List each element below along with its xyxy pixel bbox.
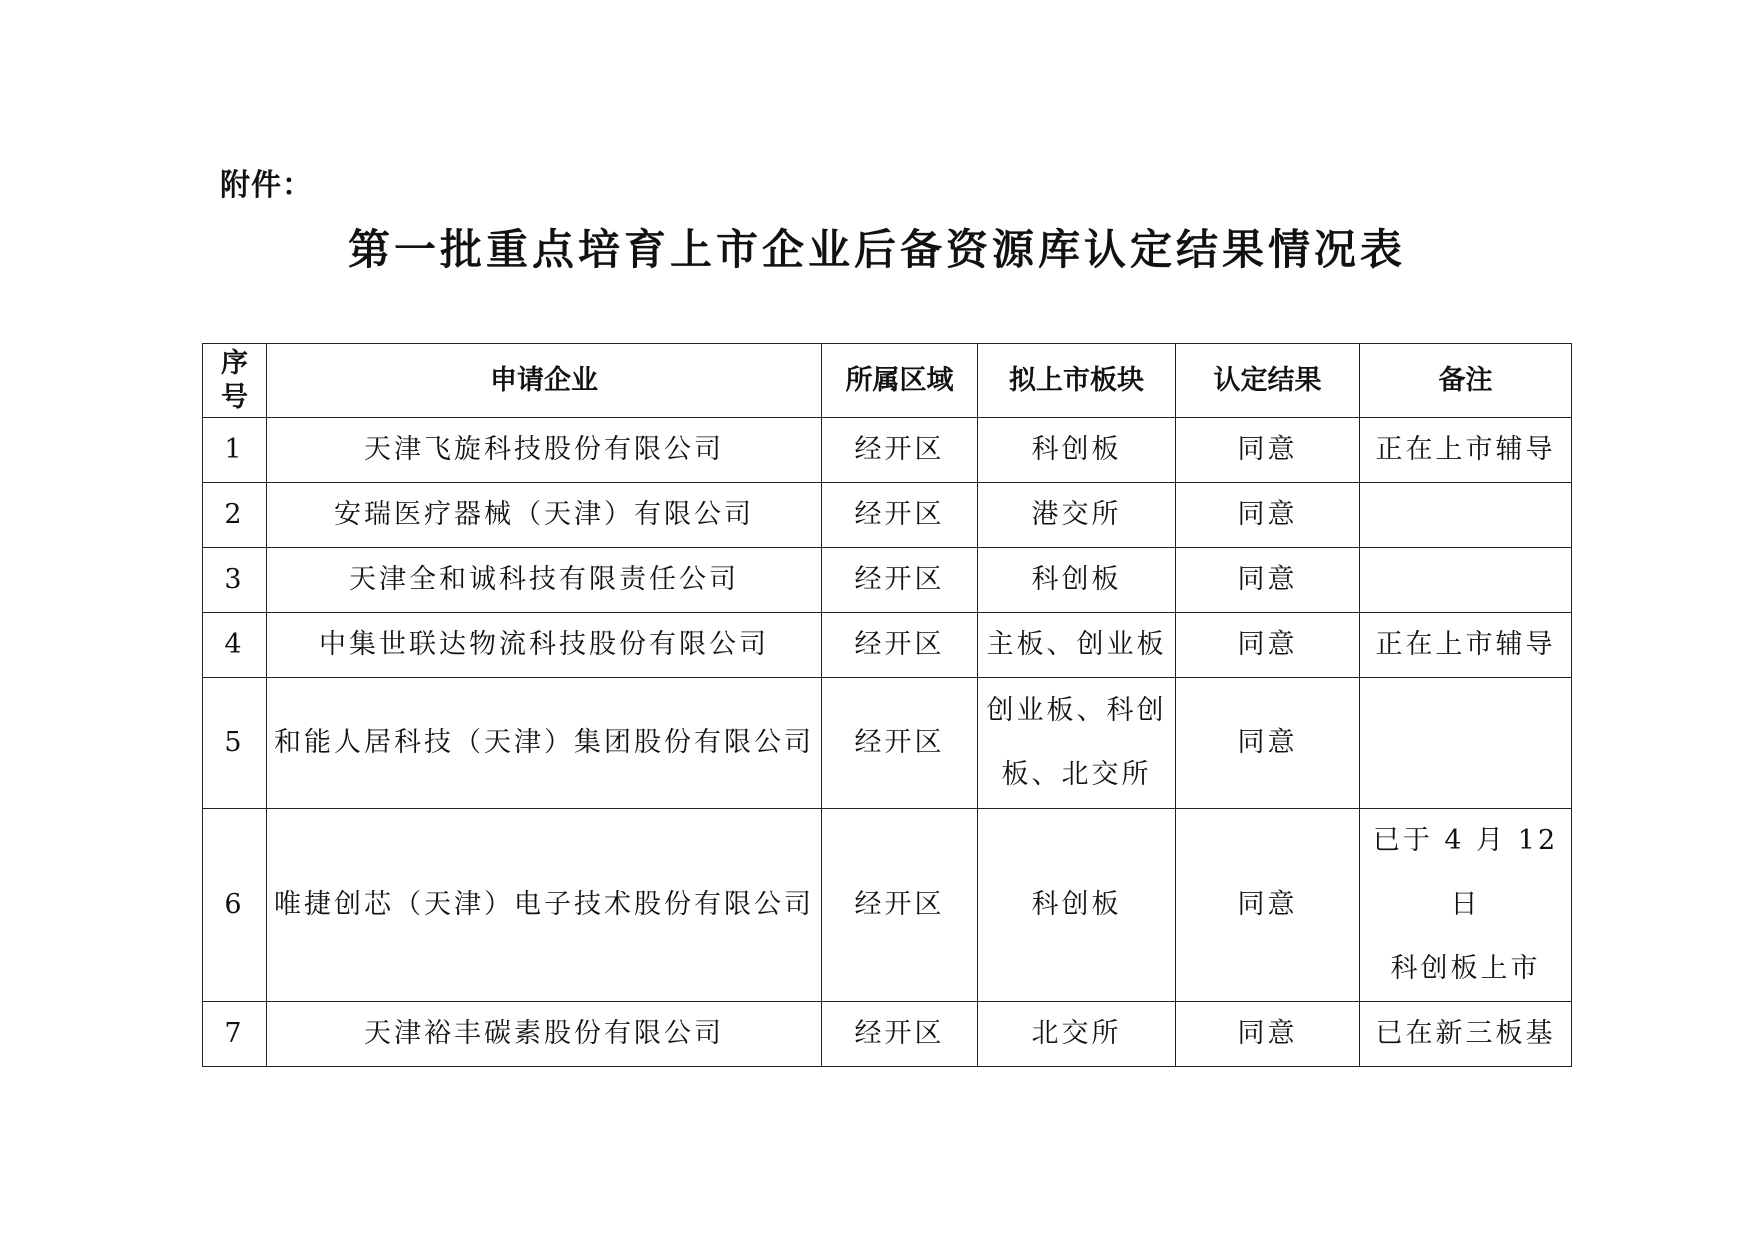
- header-seq-line1: 序: [221, 347, 248, 379]
- cell-result: 同意: [1176, 418, 1360, 483]
- cell-area: 经开区: [822, 678, 978, 809]
- cell-company: 中集世联达物流科技股份有限公司: [267, 613, 822, 678]
- cell-seq: 2: [203, 483, 267, 548]
- cell-remark-line2: 科创板上市: [1390, 953, 1541, 984]
- cell-result: 同意: [1176, 613, 1360, 678]
- cell-area: 经开区: [822, 613, 978, 678]
- cell-seq: 1: [203, 418, 267, 483]
- cell-company: 天津飞旋科技股份有限公司: [267, 418, 822, 483]
- table-row: [203, 678, 1572, 809]
- cell-seq: 3: [203, 548, 267, 613]
- cell-board: 科创板: [978, 809, 1176, 1002]
- cell-seq: 6: [203, 809, 267, 1002]
- cell-seq: 5: [203, 678, 267, 809]
- cell-result: 同意: [1176, 809, 1360, 1002]
- cell-board: 主板、创业板: [978, 613, 1176, 678]
- table-row: [203, 809, 1572, 1002]
- header-result: 认定结果: [1176, 344, 1360, 418]
- cell-remark: 正在上市辅导: [1360, 418, 1572, 483]
- cell-company: 和能人居科技（天津）集团股份有限公司: [267, 678, 822, 809]
- cell-board: 科创板: [978, 548, 1176, 613]
- cell-area: 经开区: [822, 1002, 978, 1067]
- header-seq: [203, 344, 267, 418]
- cell-board: 港交所: [978, 483, 1176, 548]
- cell-remark-line1: 已于 4 月 12 日: [1372, 825, 1559, 920]
- header-area: 所属区域: [822, 344, 978, 418]
- cell-remark: 已在新三板基: [1360, 1002, 1572, 1067]
- cell-area: 经开区: [822, 809, 978, 1002]
- cell-company: 天津裕丰碳素股份有限公司: [267, 1002, 822, 1067]
- cell-board: 科创板: [978, 418, 1176, 483]
- result-table: [202, 343, 1572, 1067]
- cell-board-line2: 板、北交所: [1001, 759, 1152, 790]
- header-board: 拟上市板块: [978, 344, 1176, 418]
- cell-board: [978, 678, 1176, 809]
- cell-result: 同意: [1176, 678, 1360, 809]
- document-title: 第一批重点培育上市企业后备资源库认定结果情况表: [347, 225, 1406, 274]
- cell-company: 唯捷创芯（天津）电子技术股份有限公司: [267, 809, 822, 1002]
- cell-area: 经开区: [822, 418, 978, 483]
- cell-company: 安瑞医疗器械（天津）有限公司: [267, 483, 822, 548]
- cell-result: 同意: [1176, 1002, 1360, 1067]
- cell-remark: [1360, 678, 1572, 809]
- cell-area: 经开区: [822, 548, 978, 613]
- header-remark: 备注: [1360, 344, 1572, 418]
- cell-area: 经开区: [822, 483, 978, 548]
- table-row: [203, 1002, 1572, 1067]
- cell-result: 同意: [1176, 483, 1360, 548]
- cell-remark: [1360, 483, 1572, 548]
- cell-company: 天津全和诚科技有限责任公司: [267, 548, 822, 613]
- cell-result: 同意: [1176, 548, 1360, 613]
- table-row: [203, 483, 1572, 548]
- cell-seq: 4: [203, 613, 267, 678]
- cell-remark: 正在上市辅导: [1360, 613, 1572, 678]
- attachment-label: 附件：: [220, 168, 313, 203]
- header-company: 申请企业: [267, 344, 822, 418]
- table-row: [203, 613, 1572, 678]
- cell-remark: [1360, 809, 1572, 1002]
- table-header-row: [203, 344, 1572, 418]
- cell-remark: [1360, 548, 1572, 613]
- cell-board-line1: 创业板、科创: [986, 695, 1167, 726]
- cell-board: 北交所: [978, 1002, 1176, 1067]
- table-row: [203, 418, 1572, 483]
- table-row: [203, 548, 1572, 613]
- cell-seq: 7: [203, 1002, 267, 1067]
- header-seq-line2: 号: [221, 381, 248, 413]
